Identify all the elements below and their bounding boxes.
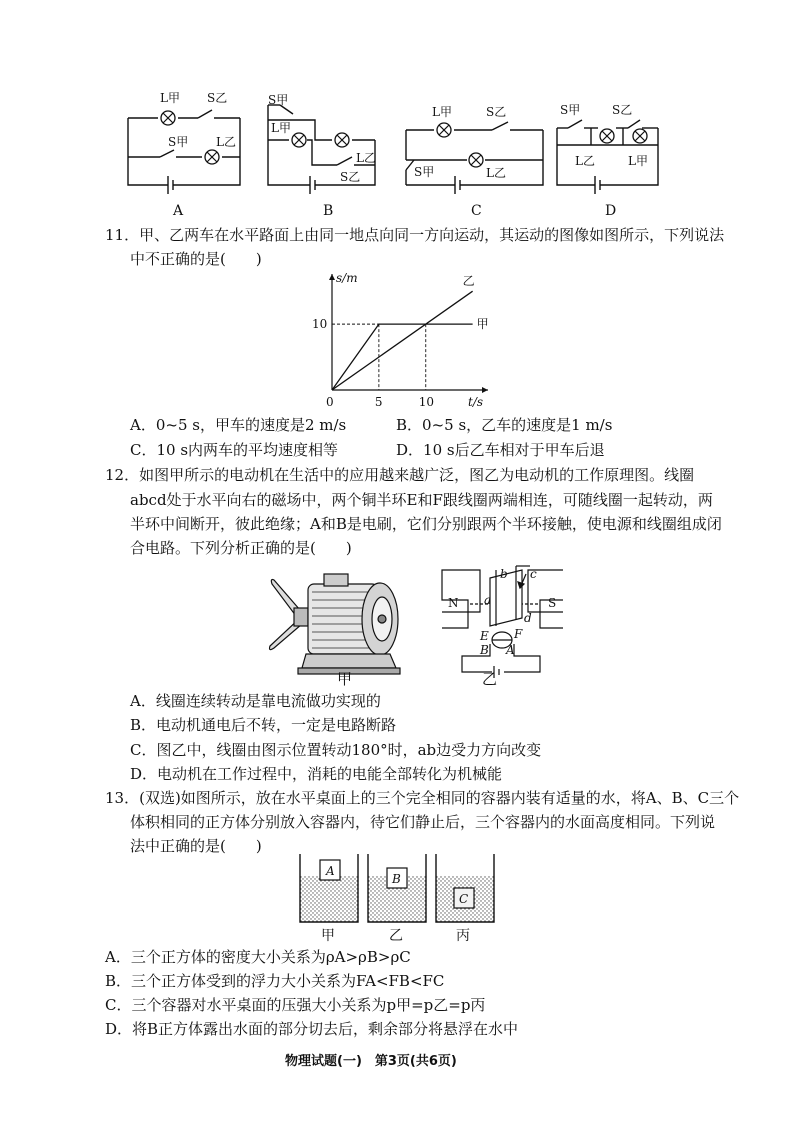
containers-figure [296, 852, 506, 942]
x-axis-label: t/s [468, 395, 484, 409]
fig-yi-caption: 乙 [482, 670, 498, 688]
q11-option-c: C．10 s内两车的平均速度相等 [130, 441, 339, 459]
q12-stem-line1: 12．如图甲所示的电动机在生活中的应用越来越广泛，图乙为电动机的工作原理图。线圈 [105, 466, 695, 484]
s-t-graph [300, 268, 490, 410]
label-switch: S乙 [486, 105, 507, 119]
q11-option-d: D．10 s后乙车相对于甲车后退 [396, 441, 605, 459]
label-d-edge: d [524, 611, 532, 625]
electric-motor-figure [262, 560, 412, 682]
q11-stem-line2: 中不正确的是( ) [130, 250, 262, 268]
q12-stem-line4: 合电路。下列分析正确的是( ) [130, 539, 352, 557]
label-b-edge: b [500, 567, 508, 581]
lamp-icon [335, 133, 349, 147]
y-axis-label: s/m [336, 271, 358, 285]
q12-stem-line3: 半环中间断开，彼此绝缘；A和B是电刷，它们分别跟两个半环接触，使电源和线圈组成闭 [130, 515, 722, 533]
lamp-icon [469, 153, 483, 167]
label-lamp: L乙 [575, 154, 595, 168]
label-switch: S甲 [268, 93, 289, 107]
lamp-icon [600, 129, 614, 143]
q13-stem-line2: 体积相同的正方体分别放入容器内，待它们静止后，三个容器内的水面高度相同。下列说 [130, 813, 716, 831]
container-caption: 丙 [456, 928, 470, 942]
circuit-a [128, 110, 240, 194]
page-footer: 物理试题(一) 第3页(共6页) [285, 1054, 457, 1069]
series-line-yi [332, 291, 473, 390]
label-lamp: L甲 [271, 121, 291, 135]
label-switch: S甲 [168, 135, 189, 149]
q13-stem-line3: 法中正确的是( ) [130, 837, 262, 855]
label-switch: S乙 [340, 170, 361, 184]
lamp-icon [205, 150, 219, 164]
container-bing [436, 854, 494, 922]
series-label-jia: 甲 [476, 317, 489, 332]
q12-option-c: C．图乙中，线圈由图示位置转动180°时，ab边受力方向改变 [130, 741, 542, 759]
label-lamp: L乙 [216, 135, 236, 149]
label-lamp: L乙 [356, 151, 376, 165]
label-n: N [448, 596, 459, 610]
label-f: F [514, 627, 523, 641]
q12-option-d: D．电动机在工作过程中，消耗的电能全部转化为机械能 [130, 765, 503, 783]
block-b-label: B [392, 872, 401, 886]
label-c-edge: c [530, 567, 537, 581]
y-axis-arrow [329, 274, 335, 280]
motor-principle-diagram [440, 560, 565, 685]
lamp-icon [633, 129, 647, 143]
lamp-icon [437, 123, 451, 137]
label-brush-b: B [480, 643, 489, 657]
lamp-icon [292, 133, 306, 147]
label-switch: S乙 [207, 91, 228, 105]
label-switch: S甲 [414, 165, 435, 179]
q13-option-d: D．将B正方体露出水面的部分切去后，剩余部分将悬浮在水中 [105, 1020, 519, 1038]
container-caption: 乙 [389, 928, 403, 942]
q13-option-b: B．三个正方体受到的浮力大小关系为FA<FB<FC [105, 972, 445, 990]
label-lamp: L甲 [628, 154, 648, 168]
block-c-label: C [459, 892, 469, 906]
block-a-label: A [326, 864, 335, 878]
x-axis-arrow [482, 387, 488, 393]
circuit-diagrams [0, 0, 794, 225]
x-tick-label: 10 [418, 395, 435, 409]
q12-option-b: B．电动机通电后不转，一定是电路断路 [130, 716, 397, 734]
caption-c: C [471, 203, 482, 219]
caption-d: D [605, 203, 617, 219]
label-a-edge: a [484, 593, 492, 607]
y-tick-label: 10 [312, 317, 328, 332]
lamp-icon [161, 111, 175, 125]
label-s: S [548, 596, 557, 610]
series-line-jia [332, 324, 473, 390]
q12-option-a: A．线圈连续转动是靠电流做功实现的 [130, 692, 381, 710]
x-tick-label: 0 [326, 395, 334, 409]
label-lamp: L甲 [160, 91, 180, 105]
x-tick-label: 5 [374, 395, 383, 409]
label-switch: S乙 [612, 103, 633, 117]
fig-jia-caption: 甲 [337, 670, 353, 688]
q11-stem-line1: 11．甲、乙两车在水平路面上由同一地点向同一方向运动，其运动的图像如图所示，下列说法 [105, 226, 725, 244]
label-brush-a: A [506, 643, 515, 657]
q13-option-c: C．三个容器对水平桌面的压强大小关系为p甲=p乙=p丙 [105, 996, 486, 1014]
label-lamp: L乙 [486, 166, 506, 180]
series-label-yi: 乙 [462, 274, 475, 289]
q13-option-a: A．三个正方体的密度大小关系为ρA>ρB>ρC [105, 948, 411, 966]
label-switch: S甲 [560, 103, 581, 117]
q13-stem-line1: 13．(双选)如图所示，放在水平桌面上的三个完全相同的容器内装有适量的水，将A、B、C三个 [105, 789, 740, 807]
label-e: E [480, 629, 489, 643]
label-lamp: L甲 [432, 105, 452, 119]
q11-option-b: B．0~5 s，乙车的速度是1 m/s [396, 416, 613, 434]
caption-a: A [173, 203, 184, 219]
q11-option-a: A．0~5 s，甲车的速度是2 m/s [130, 416, 347, 434]
q12-stem-line2: abcd处于水平向右的磁场中，两个铜半环E和F跟线圈两端相连，可随线圈一起转动，两 [130, 491, 713, 509]
container-caption: 甲 [321, 928, 335, 942]
caption-b: B [323, 203, 334, 219]
container-yi [368, 854, 426, 922]
